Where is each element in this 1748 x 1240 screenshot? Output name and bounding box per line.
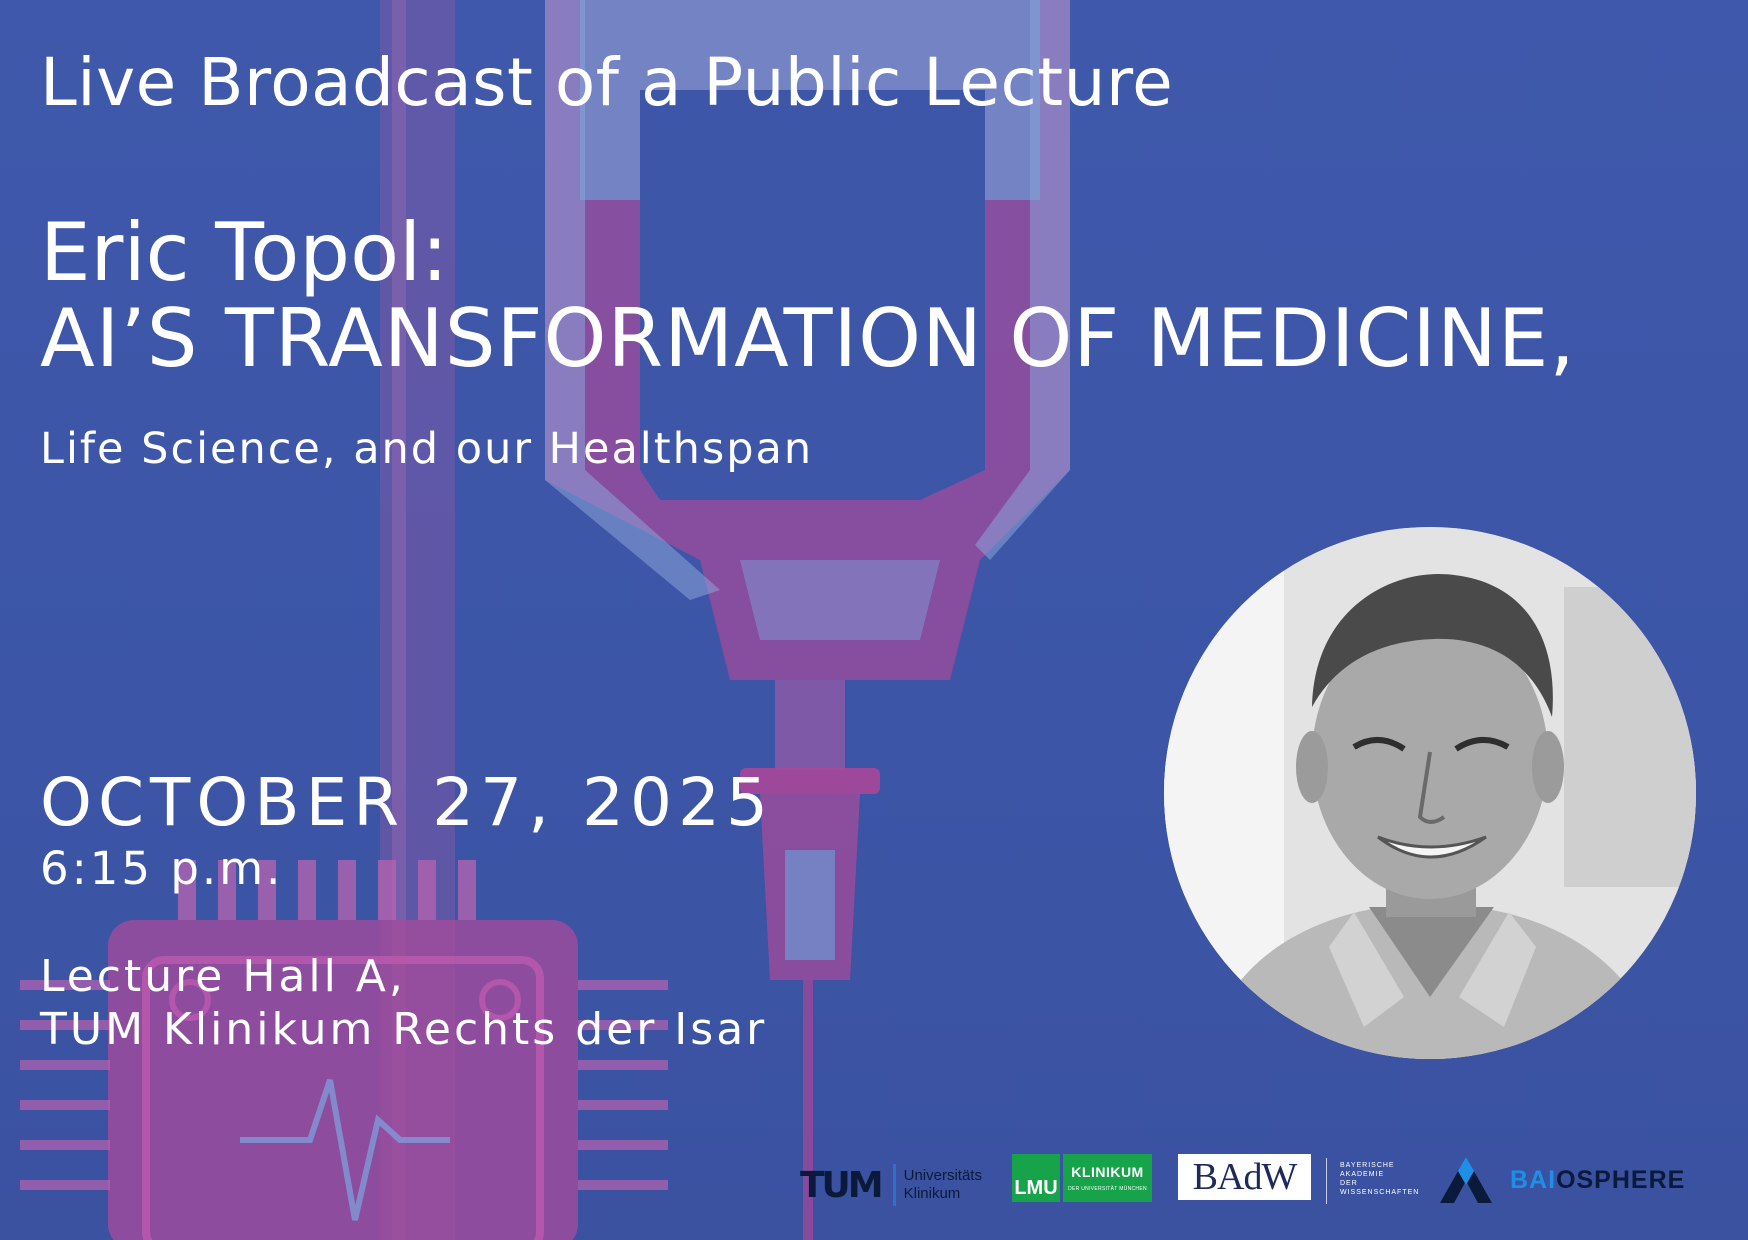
tum-klinikum-logo (800, 1160, 982, 1210)
event-time: 6:15 p.m. (40, 842, 284, 895)
event-hall: Lecture Hall A, (40, 951, 406, 1002)
event-date: OCTOBER 27, 2025 (40, 764, 775, 841)
badw-text: BAYERISCHE AKADEMIE DER WISSENSCHAFTEN (1340, 1162, 1420, 1196)
lecture-title: AI’S TRANSFORMATION OF MEDICINE, (40, 292, 1576, 385)
baiosphere-logo (1438, 1152, 1685, 1208)
tum-text: Universitäts Klinikum (903, 1167, 982, 1202)
speaker-name: Eric Topol: (40, 206, 449, 299)
lmu-mark: LMU (1012, 1154, 1060, 1202)
baiosphere-wordmark-prefix: BAI (1510, 1165, 1557, 1194)
baiosphere-wordmark-suffix: OSPHERE (1556, 1165, 1686, 1194)
lmu-klinikum-logo (1012, 1154, 1152, 1202)
baiosphere-icon (1438, 1155, 1494, 1205)
lmu-name-block (1063, 1154, 1152, 1202)
speaker-portrait (1164, 527, 1696, 1059)
lecture-subtitle: Life Science, and our Healthspan (40, 424, 814, 474)
tum-mark: TUM (800, 1164, 881, 1206)
tum-divider (893, 1164, 896, 1206)
portrait-illustration (1164, 527, 1696, 1059)
baiosphere-wordmark (1510, 1166, 1685, 1195)
partner-logos (800, 1150, 1720, 1220)
badw-logo: BAdW (1178, 1154, 1311, 1200)
lmu-name: KLINIKUM (1071, 1164, 1144, 1180)
event-venue: TUM Klinikum Rechts der Isar (40, 1004, 768, 1055)
lmu-subname: DER UNIVERSITÄT MÜNCHEN (1068, 1186, 1147, 1192)
broadcast-kicker: Live Broadcast of a Public Lecture (40, 44, 1174, 121)
badw-divider (1326, 1158, 1327, 1204)
